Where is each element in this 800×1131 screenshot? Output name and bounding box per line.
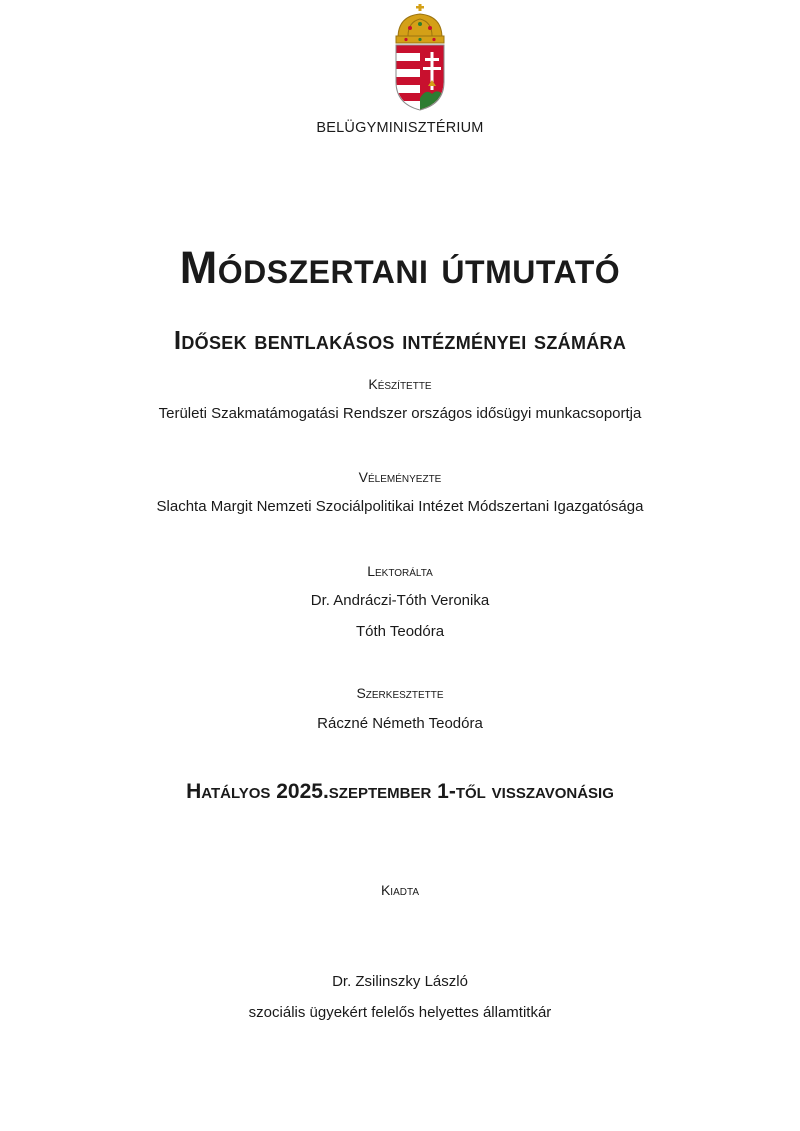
- coat-of-arms-icon: [390, 2, 450, 112]
- ministry-name: BELÜGYMINISZTÉRIUM: [316, 120, 484, 136]
- proofread-by-label: Lektorálta: [367, 563, 433, 579]
- proofreader-name-1: Dr. Andráczi-Tóth Veronika: [310, 592, 490, 609]
- double-cross-field: [420, 45, 444, 112]
- prepared-by-value: Területi Szakmatámogatási Rendszer országos idősügyi munkacsoportja: [158, 405, 642, 422]
- prepared-by-label: Készítette: [368, 376, 432, 392]
- edited-by-value: Ráczné Németh Teodóra: [317, 715, 483, 732]
- document-title: Módszertani útmutató: [179, 242, 621, 293]
- proofreader-name-2: Tóth Teodóra: [355, 623, 445, 640]
- publisher-role: szociális ügyekért felelős helyettes államtitkár: [248, 1004, 552, 1021]
- effective-date: Hatályos 2025.szeptember 1-től visszavonásig: [186, 780, 614, 803]
- document-subtitle: Idősek bentlakásos intézményei számára: [173, 325, 627, 355]
- edited-by-label: Szerkesztette: [356, 685, 444, 701]
- publisher-name: Dr. Zsilinszky László: [332, 973, 468, 990]
- reviewed-by-label: Véleményezte: [358, 469, 442, 485]
- published-by-label: Kiadta: [380, 882, 420, 898]
- reviewed-by-value: Slachta Margit Nemzeti Szociálpolitikai Intézet Módszertani Igazgatósága: [156, 498, 644, 515]
- crown-icon: [396, 4, 444, 43]
